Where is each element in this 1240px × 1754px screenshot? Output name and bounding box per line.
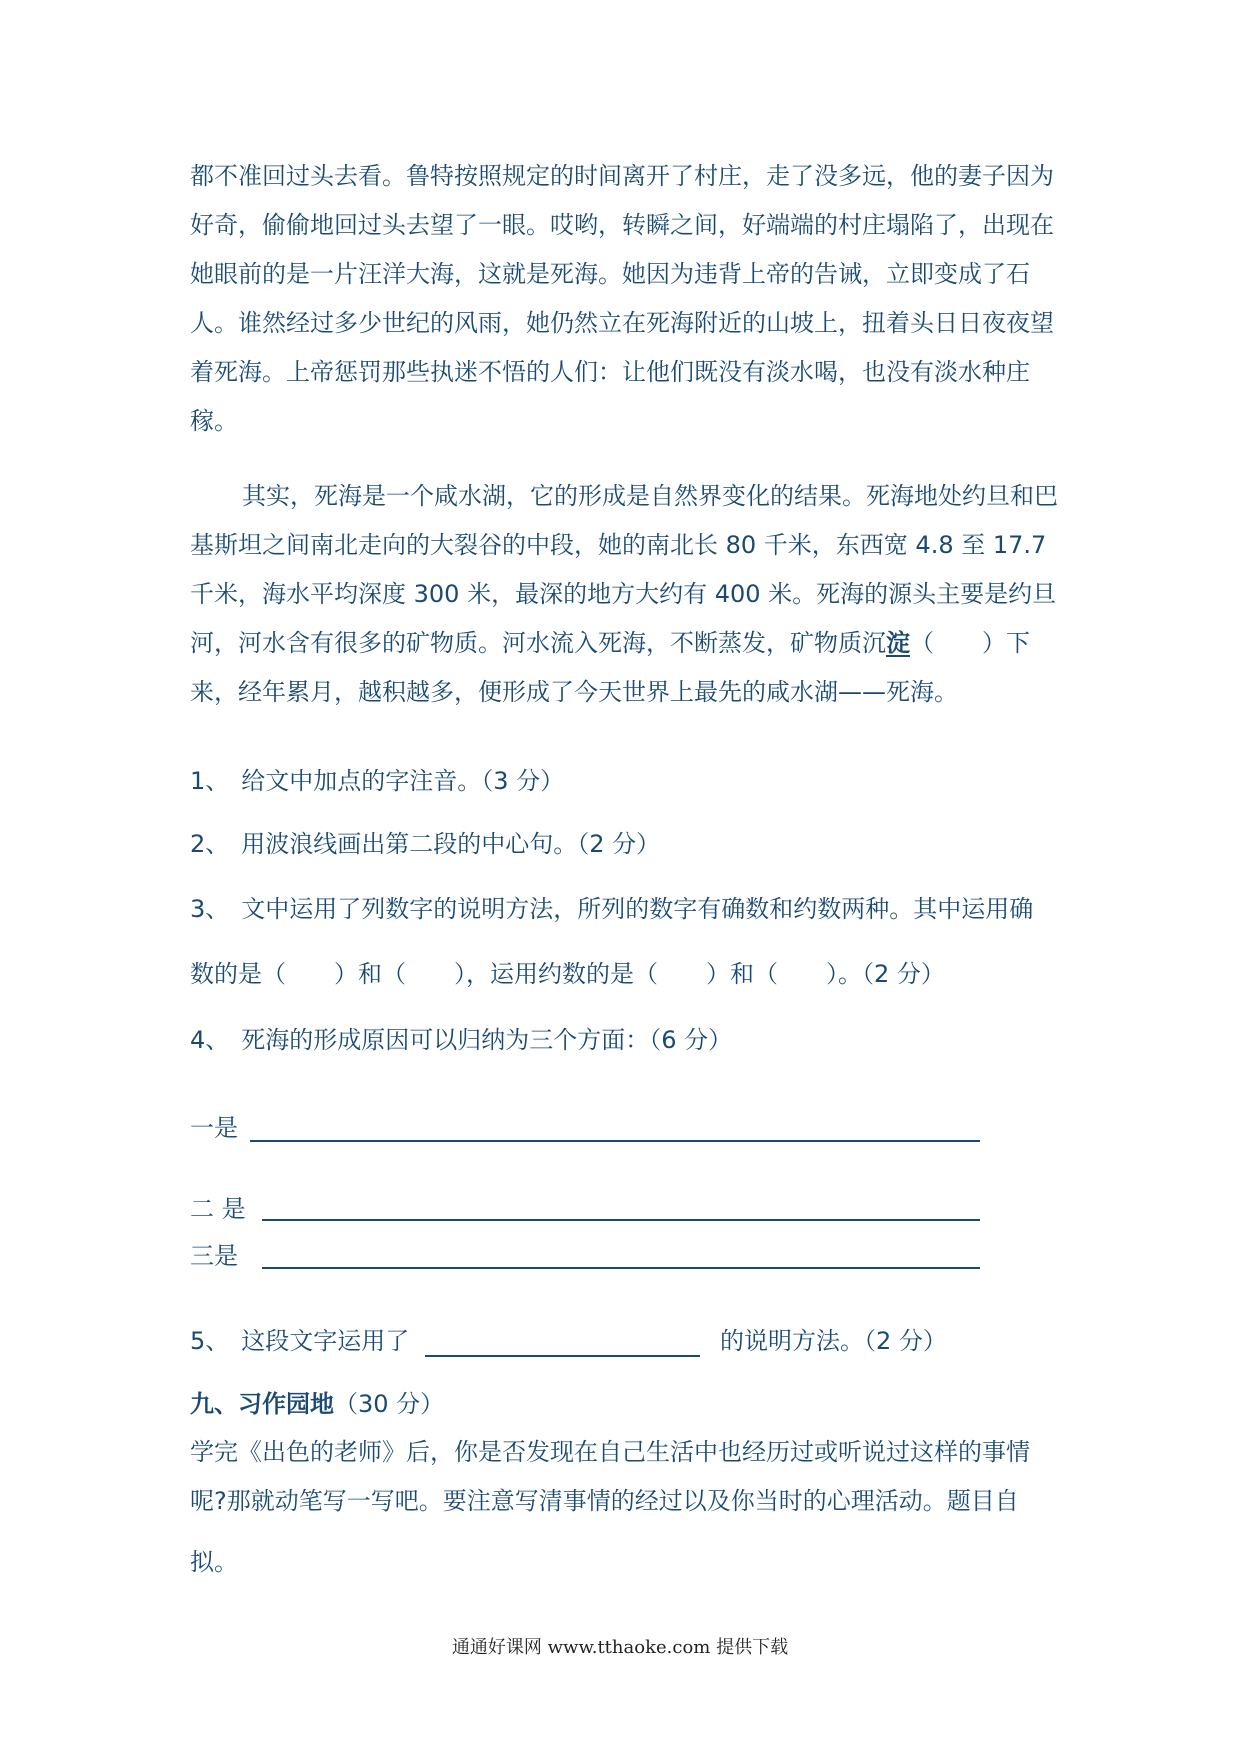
answer-label-one: 一是	[190, 1114, 238, 1142]
question-5-prefix: 5、 这段文字运用了	[190, 1327, 410, 1355]
section-9-heading	[190, 1388, 444, 1420]
section-9-line-2: 呢?那就动笔写一写吧。要注意写清事情的经过以及你当时的心理活动。题目自	[190, 1487, 1019, 1515]
answer-blank-five[interactable]	[425, 1355, 700, 1357]
section-9-line-1: 学完《出色的老师》后，你是否发现在自己生活中也经历过或听说过这样的事情	[190, 1438, 1030, 1466]
section-9-score: （30 分）	[334, 1390, 445, 1418]
passage-paragraph-2-text: 其实，死海是一个咸水湖，它的形成是自然界变化的结果。死海地处约旦和巴基斯坦之间南北走向的大裂谷的中段，她的南北长 80 千米，东西宽 4.8 至 17.7 千米，海水平均深度 300 米，最深的地方大约有 400 米。死海的源头主要是约旦河，河水含有很多的矿物质。河水流入死海，不断蒸发，矿物质沉	[190, 482, 1058, 657]
answer-blank-three[interactable]	[262, 1267, 980, 1269]
passage-paragraph-2	[190, 472, 1060, 717]
answer-label-two: 二 是	[190, 1195, 246, 1223]
passage-paragraph-2-text-end: （ ）下来，经年累月，越积越多，便形成了今天世界上最先的咸水湖——死海。	[190, 629, 1030, 706]
section-9-title: 九、习作园地	[190, 1390, 334, 1418]
question-5-suffix: 的说明方法。（2 分）	[720, 1327, 947, 1355]
marked-character: 淀	[886, 629, 910, 657]
answer-blank-two[interactable]	[262, 1219, 980, 1221]
answer-label-three: 三是	[190, 1242, 238, 1270]
question-4: 4、 死海的形成原因可以归纳为三个方面：（6 分）	[190, 1026, 733, 1054]
question-2: 2、 用波浪线画出第二段的中心句。（2 分）	[190, 830, 661, 858]
question-3-line-1: 3、 文中运用了列数字的说明方法，所列的数字有确数和约数两种。其中运用确	[190, 895, 1034, 923]
answer-blank-one[interactable]	[250, 1140, 980, 1142]
passage-paragraph-1: 都不准回过头去看。鲁特按照规定的时间离开了村庄，走了没多远，他的妻子因为好奇，偷偷地回过头去望了一眼。哎哟，转瞬之间，好端端的村庄塌陷了，出现在她眼前的是一片汪洋大海，这就是死海。她因为违背上帝的告诫，立即变成了石人。谁然经过多少世纪的风雨，她仍然立在死海附近的山坡上，扭着头日日夜夜望着死海。上帝惩罚那些执迷不悟的人们：让他们既没有淡水喝，也没有淡水种庄稼。	[190, 162, 1054, 435]
question-3-line-2: 数的是（ ）和（ ），运用约数的是（ ）和（ ）。（2 分）	[190, 960, 945, 988]
section-9-line-3: 拟。	[190, 1548, 238, 1576]
page-footer: 通通好课网 www.tthaoke.com 提供下载	[451, 1637, 789, 1658]
question-1: 1、 给文中加点的字注音。（3 分）	[190, 767, 565, 795]
